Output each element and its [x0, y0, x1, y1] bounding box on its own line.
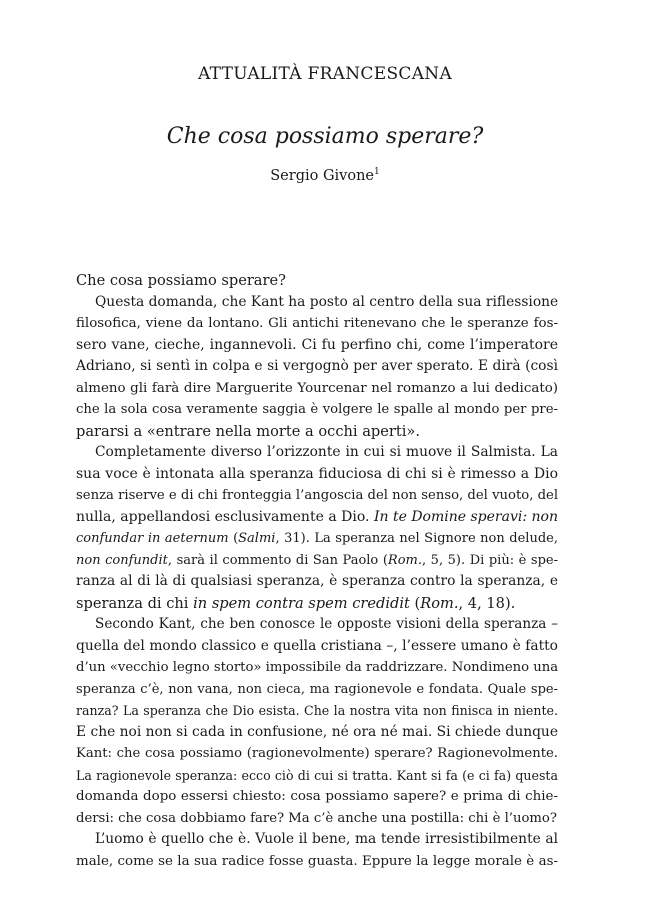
text-run: (: [228, 531, 239, 546]
body-line: Adriano, si sentì in colpa e si vergognò per aver sperato. E dirà (così: [76, 358, 558, 374]
body-line: sua voce è intonata alla speranza fiduciosa di chi si è rimesso a Dio: [76, 465, 558, 482]
body-line: quella del mondo classico e quella cristiana –, l’essere umano è fatto: [76, 637, 558, 654]
body-line: che la sola cosa veramente saggia è volgere le spalle al mondo per pre-: [76, 402, 558, 417]
latin-quote: confundar in aeternum: [76, 531, 229, 546]
text-run: (: [409, 594, 421, 612]
body-line: E che noi non si cada in confusione, né ora né mai. Si chiede dunque: [76, 723, 558, 740]
text-run: , 4, 18).: [458, 594, 516, 612]
body-line: La ragionevole speranza: ecco ciò di cui si tratta. Kant si fa (e ci fa) questa: [76, 767, 558, 783]
body-line: male, come se la sua radice fosse guasta. Eppure la legge morale è as-: [76, 853, 558, 869]
latin-quote: In te Domine speravi: non: [373, 508, 558, 525]
text-run: , 31). La speranza nel Signore non delude,: [275, 531, 558, 546]
text-run: , 5, 5). Di più: è spe-: [421, 552, 558, 568]
text-run: nulla, appellandosi esclusivamente a Dio.: [76, 508, 374, 525]
citation-source: Rom.: [420, 594, 459, 612]
latin-quote: non confundit: [76, 552, 168, 568]
body-line: d’un «vecchio legno storto» impossibile da raddrizzare. Nondimeno una: [76, 660, 559, 675]
running-head: ATTUALITÀ FRANCESCANA: [197, 64, 453, 84]
body-line: dersi: che cosa dobbiamo fare? Ma c’è anche una postilla: chi è l’uomo?: [76, 810, 557, 826]
body-line: L’uomo è quello che è. Vuole il bene, ma tende irresistibilmente al: [95, 831, 558, 847]
body-line: Secondo Kant, che ben conosce le opposte visioni della speranza –: [95, 616, 558, 632]
text-run: , sarà il commento di San Paolo (: [167, 552, 388, 568]
article-title: Che cosa possiamo sperare?: [166, 124, 484, 149]
body-line: Kant: che cosa possiamo (ragionevolmente) sperare? Ragionevolmente.: [76, 746, 558, 761]
body-line: [76, 528, 558, 550]
body-line: sero vane, cieche, ingannevoli. Ci fu perfino chi, come l’imperatore: [76, 336, 558, 353]
text-run: speranza di chi: [76, 594, 194, 612]
author-line: [0, 168, 650, 184]
body-line: ranza al di là di qualsiasi speranza, è speranza contro la speranza, e: [76, 573, 558, 589]
body-line: pararsi a «entrare nella morte a occhi aperti».: [76, 422, 420, 440]
body-line: Questa domanda, che Kant ha posto al centro della sua riflessione: [95, 293, 559, 310]
body-line: [76, 593, 558, 615]
footnote-ref[interactable]: 1: [374, 167, 380, 178]
body-line: Che cosa possiamo sperare?: [76, 272, 286, 289]
body-line: Completamente diverso l’orizzonte in cui si muove il Salmista. La: [95, 444, 558, 460]
author-name: Sergio Givone: [270, 168, 375, 184]
body-line: filosofica, viene da lontano. Gli antichi ritenevano che le speranze fos-: [76, 316, 558, 331]
citation-source: Rom.: [387, 552, 422, 568]
citation-source: Salmi: [238, 531, 276, 546]
body-line: senza riserve e di chi fronteggia l’angoscia del non senso, del vuoto, del: [76, 488, 559, 503]
body-line: speranza c’è, non vana, non cieca, ma ragionevole e fondata. Quale spe-: [76, 681, 558, 697]
body-line: [76, 550, 558, 572]
body-line: ranza? La speranza che Dio esista. Che la nostra vita non finisca in niente.: [76, 703, 558, 718]
body-line: domanda dopo essersi chiesto: cosa possiamo sapere? e prima di chie-: [76, 789, 558, 804]
body-line: almeno gli farà dire Marguerite Yourcenar nel romanzo a lui dedicato): [76, 380, 558, 396]
body-line: [76, 507, 558, 529]
article-body: [76, 270, 558, 872]
latin-quote: in spem contra spem credidit: [193, 594, 410, 612]
